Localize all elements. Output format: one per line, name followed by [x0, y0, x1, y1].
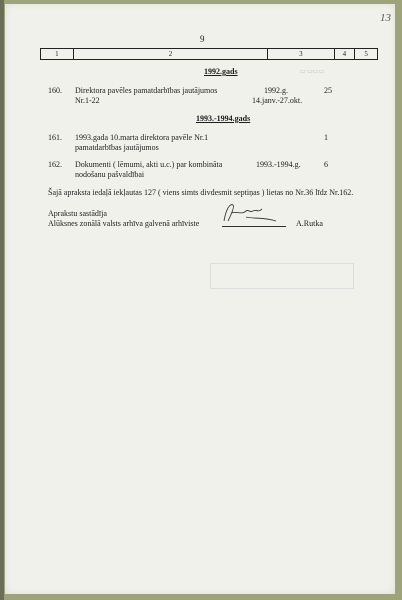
archive-sheet-number: 13	[380, 12, 391, 24]
entry-number: 160.	[48, 86, 62, 95]
compiler-name: A.Rutka	[296, 219, 323, 228]
entry-sheet-count: 1	[324, 133, 328, 142]
year-heading: 1992.gads	[204, 67, 238, 76]
entry-date: 1992.g.	[264, 86, 288, 95]
entry-date: 14.janv.-27.okt.	[252, 96, 303, 105]
signature-line	[222, 226, 286, 227]
page-number: 9	[200, 34, 205, 44]
compiler-position: Alūksnes zonālā valsts arhīva galvenā arhīviste	[48, 219, 200, 228]
column-header: 3	[268, 49, 334, 59]
entry-title: 1993.gada 10.marta direktora pavēle Nr.1	[75, 133, 209, 142]
compiler-label: Aprakstu sastādīja	[48, 209, 107, 218]
column-header: 5	[364, 50, 368, 58]
entry-number: 162.	[48, 160, 62, 169]
entry-title: Direktora pavēles pamatdarbības jautājumos	[75, 86, 218, 95]
column-header-row	[40, 48, 378, 60]
column-header: 1	[41, 49, 74, 59]
column-header: 4	[335, 49, 356, 59]
entry-date: 1993.-1994.g.	[256, 160, 301, 169]
entry-title: pamatdarbības jautājumos	[75, 143, 159, 152]
bleed-through-mark: ▭ ▭▭▭	[300, 69, 325, 75]
entry-sheet-count: 25	[324, 86, 332, 95]
entry-title: Nr.1-22	[75, 96, 100, 105]
bleed-through-stamp	[210, 263, 354, 289]
entry-sheet-count: 6	[324, 160, 328, 169]
entry-number: 161.	[48, 133, 62, 142]
binding-edge	[0, 0, 4, 600]
handwritten-signature	[220, 199, 278, 225]
year-heading: 1993.-1994.gads	[196, 114, 251, 123]
summary-statement: Šajā apraksta iedaļā iekļautas 127 ( viens simts divdesmit septiņas ) lietas no Nr.36 līdz Nr.162.	[48, 188, 354, 197]
column-header: 2	[74, 49, 269, 59]
entry-title: nodošanu pašvaldībai	[75, 170, 145, 179]
entry-title: Dokumenti ( lēmumi, akti u.c.) par kombināta	[75, 160, 223, 169]
